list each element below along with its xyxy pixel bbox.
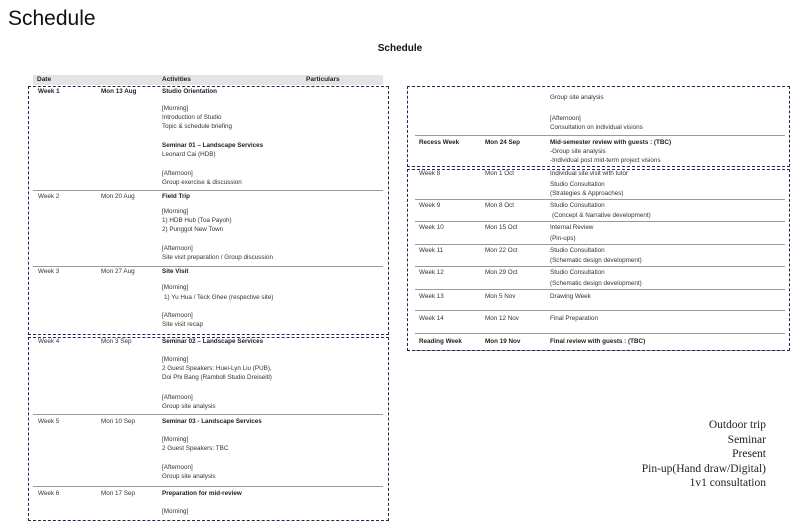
week-5-activity-title: Seminar 03 - Landscape Services xyxy=(162,418,262,425)
week-10-line: (Pin-ups) xyxy=(550,235,576,242)
mid-review-highlight-box xyxy=(407,86,790,167)
week-9-line: Studio Consultation xyxy=(550,202,605,209)
week-4-line: [Morning] xyxy=(162,356,189,363)
week-1-seminar-title: Seminar 01 – Landscape Services xyxy=(162,142,264,149)
week-11-label: Week 11 xyxy=(419,247,444,254)
document-title: Schedule xyxy=(377,43,423,54)
week-2-date: Mon 20 Aug xyxy=(101,193,135,200)
week-4-date: Mon 3 Sep xyxy=(101,338,132,345)
header-date: Date xyxy=(37,76,52,83)
week-8-label: Week 8 xyxy=(419,170,441,177)
header-activities: Activities xyxy=(162,76,191,83)
week-10-date: Mon 15 Oct xyxy=(485,224,518,231)
week-2-line: 1) HDB Hub (Toa Payoh) xyxy=(162,217,232,224)
week-3-line: Site visit recap xyxy=(162,321,203,328)
week-2-line: [Morning] xyxy=(162,208,189,215)
legend-item: Seminar xyxy=(727,433,766,446)
week-9-label: Week 9 xyxy=(419,202,441,209)
week-3-line: [Afternoon] xyxy=(162,312,193,319)
legend-item: Pin-up(Hand draw/Digital) xyxy=(641,462,766,475)
week-4-line: Group site analysis xyxy=(162,403,216,410)
week-10-line: Internal Review xyxy=(550,224,594,231)
seminar-highlight-box xyxy=(28,337,389,521)
week-1-activity-title: Studio Orientation xyxy=(162,88,217,95)
week-13-date: Mon 5 Nov xyxy=(485,293,516,300)
week-11-line: Studio Consultation xyxy=(550,247,605,254)
week-9-date: Mon 8 Oct xyxy=(485,202,515,209)
week-12-line: (Schematic design development) xyxy=(550,280,642,287)
header-particulars: Particulars xyxy=(306,76,340,83)
week-1-line: Leonard Cai (HDB) xyxy=(162,151,216,158)
week-2-line: Site visit preparation / Group discussion xyxy=(162,254,273,261)
week-1-line: [Afternoon] xyxy=(162,170,193,177)
week-2-line: 2) Punggol New Town xyxy=(162,226,224,233)
week-8-line: Studio Consultation xyxy=(550,181,605,188)
week-4-line: Doi Phi Bang (Ramboll Studio Dreiseitl) xyxy=(162,374,272,381)
week-14-date: Mon 12 Nov xyxy=(485,315,519,322)
page-title: Schedule xyxy=(8,7,96,30)
week-2-label: Week 2 xyxy=(38,193,60,200)
week-8-line: (Strategies & Approaches) xyxy=(550,190,624,197)
week-5-line: 2 Guest Speakers: TBC xyxy=(162,445,229,452)
week-14-label: Week 14 xyxy=(419,315,444,322)
week-3-date: Mon 27 Aug xyxy=(101,268,135,275)
week-3-activity-title: Site Visit xyxy=(162,268,189,275)
reading-week-line: Final review with guests : (TBC) xyxy=(550,338,646,345)
week-5-label: Week 5 xyxy=(38,418,60,425)
week-6-activity-title: Preparation for mid-review xyxy=(162,490,242,497)
legend-item: 1v1 consultation xyxy=(689,477,766,490)
week-2-line: [Afternoon] xyxy=(162,245,193,252)
legend-item: Outdoor trip xyxy=(708,419,766,431)
week-4-activity-title: Seminar 02 – Landscape Services xyxy=(162,338,264,345)
week-1-line: [Morning] xyxy=(162,105,189,112)
week-5-line: Group site analysis xyxy=(162,473,216,480)
week-3-line: [Morning] xyxy=(162,284,189,291)
reading-week-label: Reading Week xyxy=(419,338,462,345)
cont-line: Group site analysis xyxy=(550,94,604,101)
week-6-label: Week 6 xyxy=(38,490,60,497)
week-10-label: Week 10 xyxy=(419,224,444,231)
week-1-label: Week 1 xyxy=(38,88,60,95)
week-1-line: Topic & schedule briefing xyxy=(162,123,233,130)
legend xyxy=(642,418,766,491)
week-8-line: Individual site visit with tutor xyxy=(550,170,629,177)
week-1-line: Introduction of Studio xyxy=(162,114,222,121)
week-6-date: Mon 17 Sep xyxy=(101,490,135,497)
week-2-activity-title: Field Trip xyxy=(162,193,190,200)
cont-line: [Afternoon] xyxy=(550,115,581,122)
week-4-line: 2 Guest Speakers: Huei-Lyn Liu (PUB), xyxy=(162,365,272,372)
week-1-date: Mon 13 Aug xyxy=(101,88,137,95)
recess-week-date: Mon 24 Sep xyxy=(485,139,520,146)
week-3-label: Week 3 xyxy=(38,268,60,275)
week-4-line: [Afternoon] xyxy=(162,394,193,401)
recess-week-label: Recess Week xyxy=(419,139,460,146)
week-4-label: Week 4 xyxy=(38,338,60,345)
week-5-line: [Afternoon] xyxy=(162,464,193,471)
week-13-line: Drawing Week xyxy=(550,293,591,300)
week-12-line: Studio Consultation xyxy=(550,269,605,276)
week-14-line: Final Preparation xyxy=(550,315,598,322)
recess-week-title: Mid-semester review with guests : (TBC) xyxy=(550,139,672,146)
week-12-label: Week 12 xyxy=(419,269,444,276)
week-3-line: 1) Yu Hua / Teck Ghee (respective site) xyxy=(164,294,274,301)
week-6-line: [Morning] xyxy=(162,508,189,515)
recess-week-line: -Group site analysis xyxy=(550,148,606,155)
week-9-line: (Concept & Narrative development) xyxy=(552,212,651,219)
week-1-line: Group exercise & discussion xyxy=(162,179,242,186)
week-5-line: [Morning] xyxy=(162,436,189,443)
cont-line: Consultation on individual visions xyxy=(550,124,643,131)
week-11-date: Mon 22 Oct xyxy=(485,247,518,254)
week-11-line: (Schematic design development) xyxy=(550,257,642,264)
week-8-date: Mon 1 Oct xyxy=(485,170,515,177)
consultation-highlight-box xyxy=(407,169,790,351)
outdoor-trip-highlight-box xyxy=(28,86,389,335)
recess-week-line: -Individual post mid-term project visions xyxy=(550,157,661,164)
week-12-date: Mon 29 Oct xyxy=(485,269,518,276)
week-5-date: Mon 10 Sep xyxy=(101,418,135,425)
week-13-label: Week 13 xyxy=(419,293,444,300)
table-header xyxy=(33,75,383,85)
reading-week-date: Mon 19 Nov xyxy=(485,338,521,345)
legend-item: Present xyxy=(732,448,766,461)
